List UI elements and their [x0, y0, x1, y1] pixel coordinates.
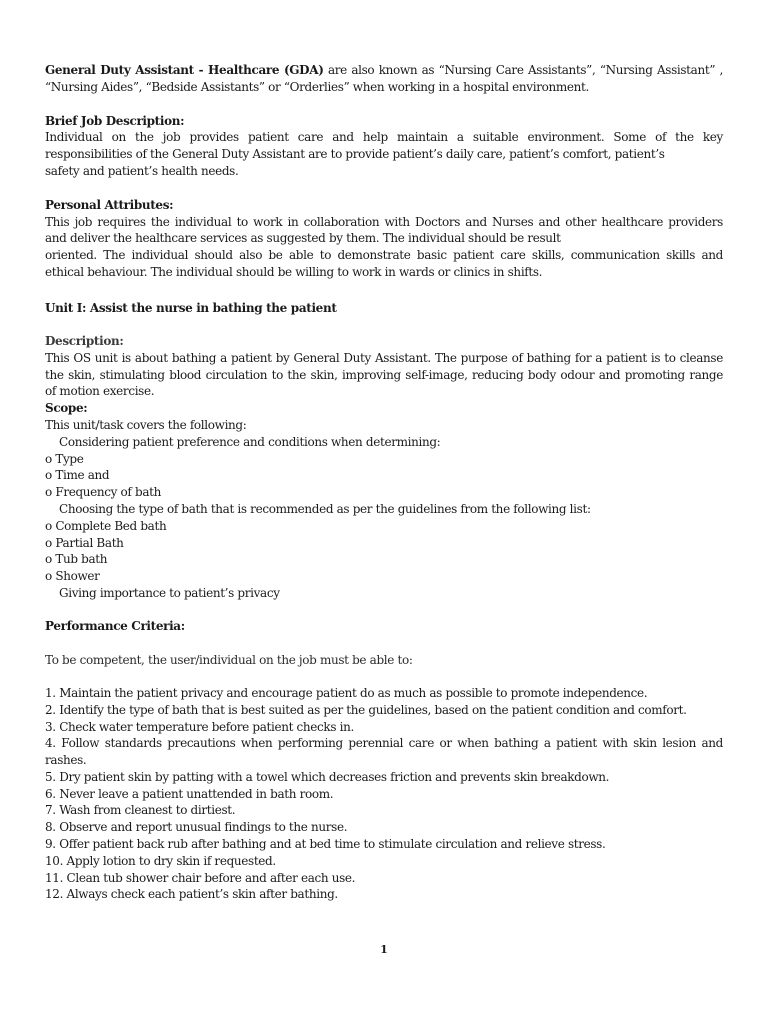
description-line2: the skin, stimulating blood circulation to the skin, improving self-image, reducing body odour and promoting range: [45, 367, 723, 382]
personal-attributes-line4: ethical behaviour. The individual should be willing to work in wards or clinics in shifts.: [45, 264, 543, 279]
performance-heading: Performance Criteria:: [45, 619, 185, 634]
document-page: [45, 62, 723, 903]
intro-title: General Duty Assistant - Healthcare (GDA): [45, 63, 324, 77]
description-line1: This OS unit is about bathing a patient by General Duty Assistant. The purpose of bathing for a patient is to cleanse: [45, 350, 723, 365]
unit-heading: Unit I: Assist the nurse in bathing the patient: [45, 300, 337, 315]
criteria-item: 6. Never leave a patient unattended in bath room.: [45, 786, 334, 801]
scope-sub-item: o Tub bath: [45, 552, 108, 567]
criteria-item: 9. Offer patient back rub after bathing and at bed time to stimulate circulation and relieve stress.: [45, 837, 606, 852]
criteria-item: 4. Follow standards precautions when performing perennial care or when bathing a patient with skin lesion and: [45, 736, 723, 751]
intro-line1-text: are also known as “Nursing Care Assistants”, “Nursing Assistant” ,: [323, 63, 723, 77]
scope-heading: Scope:: [45, 401, 88, 416]
brief-job-heading: Brief Job Description:: [45, 113, 185, 128]
scope-sub-item: o Partial Bath: [45, 535, 124, 550]
personal-attributes-line1: This job requires the individual to work in collaboration with Doctors and Nurses and other healthcare providers: [45, 214, 723, 229]
criteria-item: 8. Observe and report unusual findings to the nurse.: [45, 820, 348, 835]
criteria-item: 10. Apply lotion to dry skin if requested.: [45, 853, 276, 868]
personal-attributes-line3: oriented. The individual should also be able to demonstrate basic patient care skills, communication skills and: [45, 248, 723, 263]
brief-job-line1: Individual on the job provides patient care and help maintain a suitable environment. Some of the key: [45, 130, 723, 145]
brief-job-line2: responsibilities of the General Duty Assistant are to provide patient’s daily care, patient’s comfort, patient’s: [45, 147, 665, 162]
scope-item-2: [45, 501, 723, 518]
scope-sub-item: o Shower: [45, 569, 100, 584]
intro-paragraph-line2: “Nursing Aides”, “Bedside Assistants” or “Orderlies” when working in a hospital environment.: [45, 79, 589, 94]
criteria-item: 7. Wash from cleanest to dirtiest.: [45, 803, 236, 818]
scope-item-3: [45, 585, 723, 602]
criteria-item: 1. Maintain the patient privacy and encourage patient do as much as possible to promote independence.: [45, 685, 648, 700]
scope-sub-item: o Frequency of bath: [45, 485, 161, 500]
criteria-item: 5. Dry patient skin by patting with a towel which decreases friction and prevents skin breakdown.: [45, 769, 610, 784]
criteria-item: 2. Identify the type of bath that is best suited as per the guidelines, based on the patient condition and comfort.: [45, 702, 687, 717]
scope-sub-item: o Time and: [45, 468, 110, 483]
page-number: 1: [380, 943, 388, 956]
intro-paragraph-line1: [45, 62, 723, 79]
criteria-item: 11. Clean tub shower chair before and after each use.: [45, 870, 356, 885]
description-line3: of motion exercise.: [45, 384, 155, 399]
description-heading: Description:: [45, 334, 124, 349]
scope-intro: This unit/task covers the following:: [45, 418, 247, 433]
scope-sub-item: o Type: [45, 451, 84, 466]
brief-job-line3: safety and patient’s health needs.: [45, 163, 239, 178]
personal-attributes-line2: and deliver the healthcare services as suggested by them. The individual should be result: [45, 231, 561, 246]
scope-item-1: [45, 434, 723, 451]
scope-item-2-text: Choosing the type of bath that is recommended as per the guidelines from the following list:: [59, 502, 591, 517]
criteria-item: 12. Always check each patient’s skin after bathing.: [45, 887, 338, 902]
scope-item-3-text: Giving importance to patient’s privacy: [59, 586, 280, 601]
criteria-item-continuation: rashes.: [45, 753, 87, 768]
personal-attributes-heading: Personal Attributes:: [45, 197, 174, 212]
criteria-item: 3. Check water temperature before patient checks in.: [45, 719, 354, 734]
scope-item-1-text: Considering patient preference and conditions when determining:: [59, 434, 441, 449]
performance-intro: To be competent, the user/individual on the job must be able to:: [45, 652, 413, 667]
scope-sub-item: o Complete Bed bath: [45, 518, 167, 533]
